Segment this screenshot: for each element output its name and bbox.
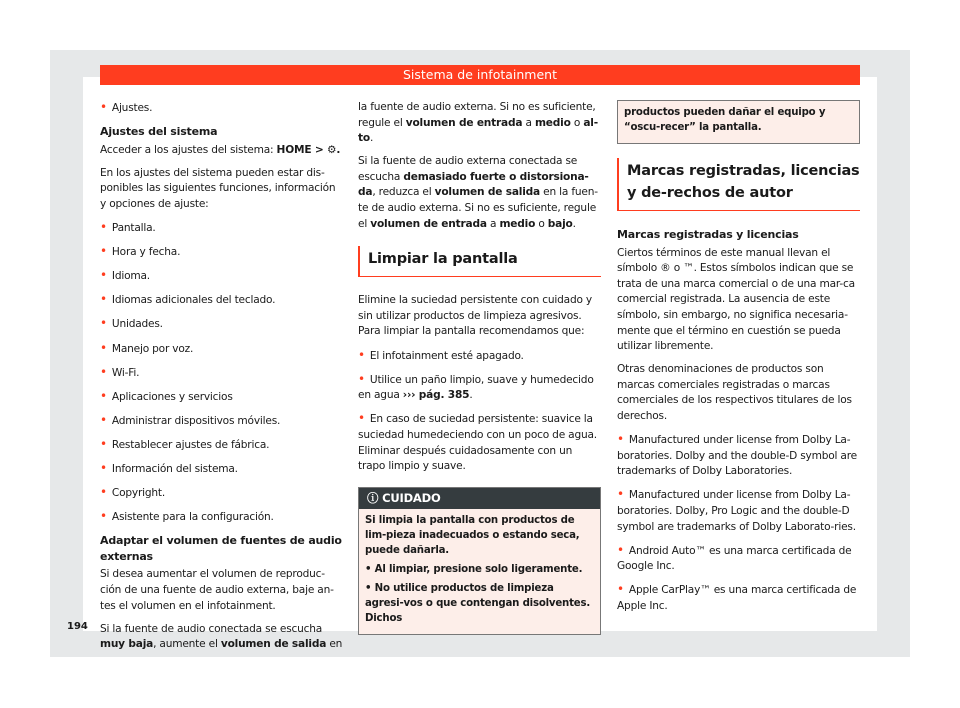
bullet-item [100,341,343,358]
text-run: Limpiar la pantalla [368,251,518,268]
text-run: Manufactured under license from Dolby La-boratories. Dolby and the double-D symbol are trademarks of Dolby Laboratories. [617,434,857,478]
text-run: a [486,217,500,230]
subheading [100,124,343,140]
text-run: muy baja [100,638,154,651]
text-run: al-to [358,116,598,145]
text-run: volumen de entrada [405,116,523,129]
paragraph [100,143,343,159]
bullet-item [617,432,860,480]
caution-line: • No utilice productos de limpieza agresi-vos o que contengan disolventes. Dichos [365,583,591,625]
bullet-item [100,244,343,261]
text-run: Administrar dispositivos móviles. [111,414,281,427]
bullet-item [100,365,343,382]
text-run: Adaptar el volumen de fuentes de audio externas [100,534,342,563]
text-run: Idiomas adicionales del teclado. [111,294,276,307]
caution-title [359,488,600,510]
bullet-item [100,461,343,478]
text-run: Marcas registradas, licencias y de-rechos de autor [627,163,860,201]
text-run: medio [534,116,571,129]
text-run: Otras denominaciones de productos son marcas comerciales registradas o marcas comerciales de los respectivos titulares de los derechos. [617,363,852,423]
paragraph [617,362,860,424]
text-run: Restablecer ajustes de fábrica. [111,438,270,451]
text-run: Marcas registradas y licencias [617,228,799,241]
text-run: o [535,217,548,230]
paragraph [358,293,601,340]
bullet-item [358,372,601,404]
text-run: Manufactured under license from Dolby La-boratories. Dolby, Pro Logic and the double-D symbol are trademarks of Dolby Laborato-ries. [617,489,856,533]
text-run: En los ajustes del sistema pueden estar dis-ponibles las siguientes funciones, información y opciones de ajuste: [100,166,336,210]
column-left [100,100,343,660]
text-run: volumen de entrada [370,217,487,230]
bullet-item [100,268,343,285]
text-run: Asistente para la configuración. [111,511,274,524]
text-run: Aplicaciones y servicios [111,390,233,403]
bullet-item [617,543,860,575]
paragraph [100,166,343,213]
caution-line: Si limpia la pantalla con productos de lim-pieza inadecuados o estando seca, puede dañarla. [365,515,580,557]
text-run: Acceder a los ajustes del sistema: [100,143,277,156]
page-number: 194 [67,621,88,632]
bullet-item [617,582,860,614]
bullet-item [100,485,343,502]
text-run: Idioma. [111,270,150,283]
subheading [617,227,860,243]
text-run: . [572,217,576,230]
text-run: , aumente el [153,638,221,651]
bullet-item [100,220,343,237]
caution-icon: ⓘ [367,490,383,505]
text-run: Manejo por voz. [111,342,194,355]
paragraph [358,154,601,232]
bullet-item [100,316,343,333]
paragraph [100,567,343,614]
text-run: ››› pág. 385 [402,389,470,402]
paragraph [100,622,343,653]
caution-continued-text: productos pueden dañar el equipo y “oscu-recer” la pantalla. [624,107,826,133]
text-run: Elimine la suciedad persistente con cuidado y sin utilizar productos de limpieza agresivos. Para limpiar la pantalla recomendamos que: [358,294,593,338]
bullet-item [358,411,601,474]
text-run: Android Auto™ es una marca certificada de Google Inc. [617,544,852,573]
text-run: Copyright. [111,487,166,500]
bullet-item [100,389,343,406]
text-run: Ajustes. [111,102,153,114]
subheading [100,533,343,564]
text-run: Hora y fecha. [111,246,181,259]
caution-line: • Al limpiar, presione solo ligeramente. [365,564,583,576]
bullet-item [100,100,343,117]
text-run: Pantalla. [111,222,156,235]
text-run: . [369,132,374,145]
text-run: Si la fuente de audio externa conectada se escucha [358,155,578,183]
text-run: medio [499,217,536,230]
section-heading [358,246,601,277]
text-run: Unidades. [111,318,163,331]
text-run: bajo [547,217,573,230]
text-run: En caso de suciedad persistente: suavice la suciedad humedeciendo con un poco de agua. Eliminar después cuidadosamente con un trapo limpio y suave. [358,413,597,473]
text-run: Ciertos términos de este manual llevan el símbolo ® o ™. Estos símbolos indican que se trata de una marca comercial o de una mar-ca comercial registrada. La ausencia de este símbolo, sin embargo, no significa necesaria-mente que el término en cuestión se pueda utilizar libremente. [617,246,855,353]
text-run: Ajustes del sistema [100,125,218,139]
text-run: . [469,389,473,402]
caution-box [358,487,601,636]
text-run: Utilice un paño limpio, suave y humedecido en agua [358,373,594,402]
text-run: El infotainment esté apagado. [369,349,524,362]
text-run: Wi-Fi. [111,366,140,379]
text-run: volumen de salida [434,186,540,199]
text-run: o [570,116,584,129]
column-right [617,100,860,622]
text-run: demasiado fuerte o distorsiona-da [358,170,589,199]
bullet-item [100,437,343,454]
section-header: Sistema de infotainment [100,65,860,85]
text-run: Apple CarPlay™ es una marca certificada de Apple Inc. [617,584,857,612]
text-run: , reduzca el [372,186,435,199]
bullet-item [100,509,343,526]
paragraph [617,246,860,355]
section-heading [617,158,860,211]
text-run: Si desea aumentar el volumen de reproduc-ción de una fuente de audio externa, baje an-tes el volumen en el infotainment. [100,568,334,612]
column-middle [358,100,601,647]
text-run: a [522,116,535,129]
bullet-item [100,413,343,430]
text-run: Información del sistema. [111,463,238,475]
bullet-item [358,348,601,365]
text-run: en la fuen-te de audio externa. Si no es suficiente, regule el [358,186,598,230]
text-run: Si la fuente de audio conectada se escucha [100,622,323,635]
caution-box-continued [617,100,860,144]
bullet-item [617,487,860,535]
text-run: en [326,638,343,651]
caution-title-text: CUIDADO [382,490,441,505]
text-run: HOME > ⚙. [276,143,341,156]
bullet-item [100,292,343,309]
paragraph [358,100,601,147]
text-run: la fuente de audio externa. Si no es suficiente, regule el [358,101,596,129]
text-run: volumen de salida [220,638,327,651]
